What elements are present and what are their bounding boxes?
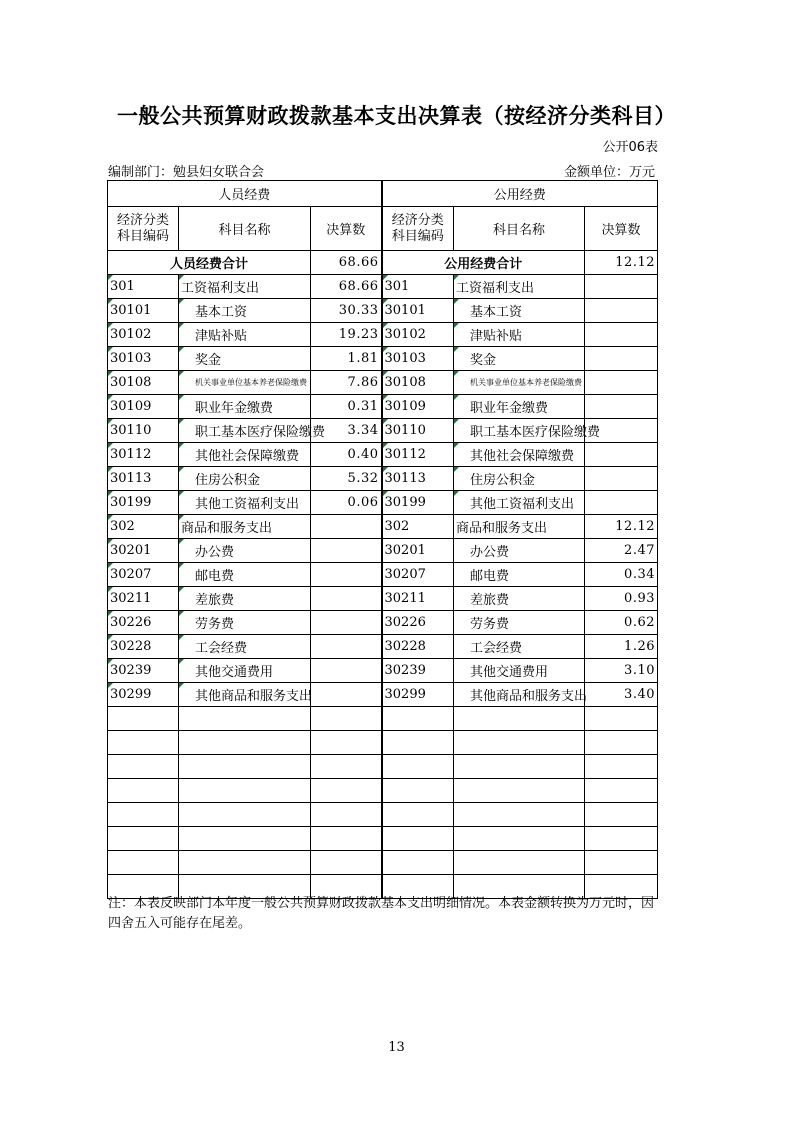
right-name-header: 科目名称 bbox=[454, 207, 585, 251]
personnel-total-label: 人员经费合计 bbox=[108, 251, 311, 275]
table-row bbox=[108, 467, 658, 491]
right-code-cell: 30228 bbox=[382, 635, 454, 659]
left-amount-cell: 7.86 bbox=[311, 371, 382, 395]
empty-row bbox=[108, 803, 658, 827]
left-name-cell: 办公费 bbox=[179, 539, 311, 563]
personnel-header: 人员经费 bbox=[108, 181, 382, 207]
empty-cell bbox=[108, 851, 179, 875]
right-name-cell: 基本工资 bbox=[454, 299, 585, 323]
left-amount-cell bbox=[311, 611, 382, 635]
left-name-cell: 其他交通费用 bbox=[179, 659, 311, 683]
empty-cell bbox=[179, 779, 311, 803]
empty-cell bbox=[585, 731, 658, 755]
right-code-cell: 30207 bbox=[382, 563, 454, 587]
public-total-value: 12.12 bbox=[585, 251, 658, 275]
empty-cell bbox=[311, 755, 382, 779]
empty-cell bbox=[311, 779, 382, 803]
personnel-total-value: 68.66 bbox=[311, 251, 382, 275]
left-name-cell: 劳务费 bbox=[179, 611, 311, 635]
left-name-cell: 津贴补贴 bbox=[179, 323, 311, 347]
empty-cell bbox=[382, 707, 454, 731]
empty-cell bbox=[179, 731, 311, 755]
right-name-cell: 邮电费 bbox=[454, 563, 585, 587]
right-amount-cell: 0.62 bbox=[585, 611, 658, 635]
right-name-cell: 职工基本医疗保险缴费 bbox=[454, 419, 585, 443]
right-amount-cell: 1.26 bbox=[585, 635, 658, 659]
empty-cell bbox=[585, 755, 658, 779]
left-amount-header: 决算数 bbox=[311, 207, 382, 251]
empty-cell bbox=[179, 827, 311, 851]
page-number: 13 bbox=[388, 1040, 405, 1055]
empty-row bbox=[108, 707, 658, 731]
left-code-cell: 302 bbox=[108, 515, 179, 539]
totals-row bbox=[108, 251, 658, 275]
empty-cell bbox=[108, 755, 179, 779]
empty-cell bbox=[382, 803, 454, 827]
left-name-cell: 其他工资福利支出 bbox=[179, 491, 311, 515]
right-name-cell: 劳务费 bbox=[454, 611, 585, 635]
left-code-header: 经济分类 科目编码 bbox=[108, 207, 179, 251]
left-name-cell: 工资福利支出 bbox=[179, 275, 311, 299]
right-name-cell: 机关事业单位基本养老保险缴费 bbox=[454, 371, 585, 395]
right-code-cell: 30201 bbox=[382, 539, 454, 563]
empty-row bbox=[108, 755, 658, 779]
left-amount-cell bbox=[311, 587, 382, 611]
table-row bbox=[108, 491, 658, 515]
right-name-cell: 津贴补贴 bbox=[454, 323, 585, 347]
left-amount-cell: 68.66 bbox=[311, 275, 382, 299]
right-name-cell: 职业年金缴费 bbox=[454, 395, 585, 419]
left-code-cell: 30110 bbox=[108, 419, 179, 443]
left-amount-cell bbox=[311, 659, 382, 683]
empty-cell bbox=[179, 803, 311, 827]
left-code-cell: 30199 bbox=[108, 491, 179, 515]
empty-cell bbox=[108, 779, 179, 803]
table-row bbox=[108, 371, 658, 395]
right-code-cell: 30109 bbox=[382, 395, 454, 419]
table-row bbox=[108, 683, 658, 707]
right-amount-cell bbox=[585, 299, 658, 323]
right-amount-cell: 2.47 bbox=[585, 539, 658, 563]
right-amount-cell: 0.93 bbox=[585, 587, 658, 611]
left-amount-cell: 0.31 bbox=[311, 395, 382, 419]
empty-cell bbox=[311, 851, 382, 875]
empty-cell bbox=[108, 707, 179, 731]
left-code-cell: 30239 bbox=[108, 659, 179, 683]
form-number: 公开06表 bbox=[602, 140, 658, 155]
left-name-cell: 工会经费 bbox=[179, 635, 311, 659]
empty-cell bbox=[454, 827, 585, 851]
left-name-cell: 差旅费 bbox=[179, 587, 311, 611]
empty-cell bbox=[382, 779, 454, 803]
left-code-cell: 30112 bbox=[108, 443, 179, 467]
empty-cell bbox=[179, 851, 311, 875]
empty-row bbox=[108, 851, 658, 875]
right-name-cell: 差旅费 bbox=[454, 587, 585, 611]
right-name-cell: 其他交通费用 bbox=[454, 659, 585, 683]
left-code-cell: 301 bbox=[108, 275, 179, 299]
left-code-cell: 30228 bbox=[108, 635, 179, 659]
table-row bbox=[108, 659, 658, 683]
right-amount-cell bbox=[585, 347, 658, 371]
header-row-columns bbox=[108, 207, 658, 251]
empty-cell bbox=[454, 755, 585, 779]
left-amount-cell bbox=[311, 563, 382, 587]
empty-cell bbox=[311, 707, 382, 731]
right-amount-cell: 3.10 bbox=[585, 659, 658, 683]
table-row bbox=[108, 563, 658, 587]
empty-cell bbox=[179, 755, 311, 779]
table-row bbox=[108, 635, 658, 659]
right-code-cell: 30239 bbox=[382, 659, 454, 683]
left-amount-cell: 0.06 bbox=[311, 491, 382, 515]
table-row bbox=[108, 275, 658, 299]
right-code-cell: 30110 bbox=[382, 419, 454, 443]
table-row bbox=[108, 539, 658, 563]
left-amount-cell bbox=[311, 683, 382, 707]
right-name-cell: 工资福利支出 bbox=[454, 275, 585, 299]
left-name-cell: 邮电费 bbox=[179, 563, 311, 587]
header-row-group bbox=[108, 181, 658, 207]
expenditure-table bbox=[107, 180, 658, 899]
left-amount-cell bbox=[311, 539, 382, 563]
right-code-cell: 30211 bbox=[382, 587, 454, 611]
unit-label: 金额单位：万元 bbox=[563, 165, 655, 180]
table-row bbox=[108, 299, 658, 323]
empty-cell bbox=[454, 851, 585, 875]
empty-cell bbox=[454, 707, 585, 731]
right-code-cell: 30102 bbox=[382, 323, 454, 347]
left-code-cell: 30299 bbox=[108, 683, 179, 707]
left-name-cell: 住房公积金 bbox=[179, 467, 311, 491]
right-code-cell: 30108 bbox=[382, 371, 454, 395]
right-name-cell: 其他商品和服务支出 bbox=[454, 683, 585, 707]
empty-cell bbox=[108, 731, 179, 755]
left-code-cell: 30201 bbox=[108, 539, 179, 563]
footnote: 注：本表反映部门本年度一般公共预算财政拨款基本支出明细情况。本表金额转换为万元时，因四舍五入可能存在尾差。 bbox=[108, 896, 655, 931]
empty-cell bbox=[311, 731, 382, 755]
empty-cell bbox=[454, 779, 585, 803]
right-amount-header: 决算数 bbox=[585, 207, 658, 251]
empty-cell bbox=[382, 827, 454, 851]
left-amount-cell bbox=[311, 635, 382, 659]
empty-cell bbox=[311, 803, 382, 827]
table-row bbox=[108, 611, 658, 635]
right-amount-cell bbox=[585, 467, 658, 491]
table-row bbox=[108, 323, 658, 347]
right-code-header: 经济分类 科目编码 bbox=[382, 207, 454, 251]
left-code-cell: 30108 bbox=[108, 371, 179, 395]
left-name-cell: 商品和服务支出 bbox=[179, 515, 311, 539]
right-amount-cell bbox=[585, 395, 658, 419]
right-amount-cell: 3.40 bbox=[585, 683, 658, 707]
table-row bbox=[108, 443, 658, 467]
right-amount-cell bbox=[585, 443, 658, 467]
right-code-cell: 301 bbox=[382, 275, 454, 299]
right-amount-cell bbox=[585, 419, 658, 443]
table-row bbox=[108, 587, 658, 611]
right-code-cell: 30199 bbox=[382, 491, 454, 515]
right-amount-cell: 0.34 bbox=[585, 563, 658, 587]
table-row bbox=[108, 419, 658, 443]
table-row bbox=[108, 347, 658, 371]
left-name-cell: 基本工资 bbox=[179, 299, 311, 323]
left-name-cell: 职业年金缴费 bbox=[179, 395, 311, 419]
left-name-cell: 机关事业单位基本养老保险缴费 bbox=[179, 371, 311, 395]
empty-cell bbox=[382, 731, 454, 755]
empty-cell bbox=[454, 731, 585, 755]
empty-cell bbox=[585, 707, 658, 731]
empty-cell bbox=[585, 827, 658, 851]
left-amount-cell: 0.40 bbox=[311, 443, 382, 467]
right-name-cell: 商品和服务支出 bbox=[454, 515, 585, 539]
right-code-cell: 30101 bbox=[382, 299, 454, 323]
right-name-cell: 其他社会保障缴费 bbox=[454, 443, 585, 467]
left-code-cell: 30103 bbox=[108, 347, 179, 371]
empty-cell bbox=[311, 827, 382, 851]
left-amount-cell: 5.32 bbox=[311, 467, 382, 491]
public-total-label: 公用经费合计 bbox=[382, 251, 585, 275]
left-code-cell: 30109 bbox=[108, 395, 179, 419]
left-name-cell: 其他商品和服务支出 bbox=[179, 683, 311, 707]
empty-cell bbox=[585, 803, 658, 827]
department-label: 编制部门：勉县妇女联合会 bbox=[108, 165, 265, 180]
empty-row bbox=[108, 779, 658, 803]
empty-cell bbox=[382, 851, 454, 875]
table-row bbox=[108, 515, 658, 539]
right-amount-cell bbox=[585, 323, 658, 347]
left-code-cell: 30226 bbox=[108, 611, 179, 635]
right-code-cell: 30299 bbox=[382, 683, 454, 707]
left-name-cell: 奖金 bbox=[179, 347, 311, 371]
empty-row bbox=[108, 731, 658, 755]
right-amount-cell: 12.12 bbox=[585, 515, 658, 539]
left-name-cell: 职工基本医疗保险缴费 bbox=[179, 419, 311, 443]
left-code-cell: 30207 bbox=[108, 563, 179, 587]
right-amount-cell bbox=[585, 275, 658, 299]
empty-cell bbox=[108, 803, 179, 827]
left-amount-cell: 19.23 bbox=[311, 323, 382, 347]
left-code-cell: 30101 bbox=[108, 299, 179, 323]
left-amount-cell bbox=[311, 515, 382, 539]
page-title: 一般公共预算财政拨款基本支出决算表（按经济分类科目） bbox=[117, 104, 676, 128]
empty-cell bbox=[382, 755, 454, 779]
empty-cell bbox=[454, 803, 585, 827]
right-code-cell: 30226 bbox=[382, 611, 454, 635]
right-name-cell: 住房公积金 bbox=[454, 467, 585, 491]
empty-cell bbox=[179, 707, 311, 731]
right-code-cell: 30113 bbox=[382, 467, 454, 491]
left-amount-cell: 1.81 bbox=[311, 347, 382, 371]
empty-row bbox=[108, 827, 658, 851]
table-row bbox=[108, 395, 658, 419]
left-code-cell: 30113 bbox=[108, 467, 179, 491]
right-code-cell: 30103 bbox=[382, 347, 454, 371]
left-amount-cell: 30.33 bbox=[311, 299, 382, 323]
left-amount-cell: 3.34 bbox=[311, 419, 382, 443]
right-name-cell: 工会经费 bbox=[454, 635, 585, 659]
left-name-cell: 其他社会保障缴费 bbox=[179, 443, 311, 467]
empty-cell bbox=[108, 827, 179, 851]
right-name-cell: 办公费 bbox=[454, 539, 585, 563]
right-code-cell: 302 bbox=[382, 515, 454, 539]
left-name-header: 科目名称 bbox=[179, 207, 311, 251]
public-header: 公用经费 bbox=[382, 181, 658, 207]
right-name-cell: 其他工资福利支出 bbox=[454, 491, 585, 515]
right-code-cell: 30112 bbox=[382, 443, 454, 467]
left-code-cell: 30102 bbox=[108, 323, 179, 347]
right-amount-cell bbox=[585, 491, 658, 515]
empty-cell bbox=[585, 779, 658, 803]
empty-cell bbox=[585, 851, 658, 875]
left-code-cell: 30211 bbox=[108, 587, 179, 611]
right-amount-cell bbox=[585, 371, 658, 395]
right-name-cell: 奖金 bbox=[454, 347, 585, 371]
